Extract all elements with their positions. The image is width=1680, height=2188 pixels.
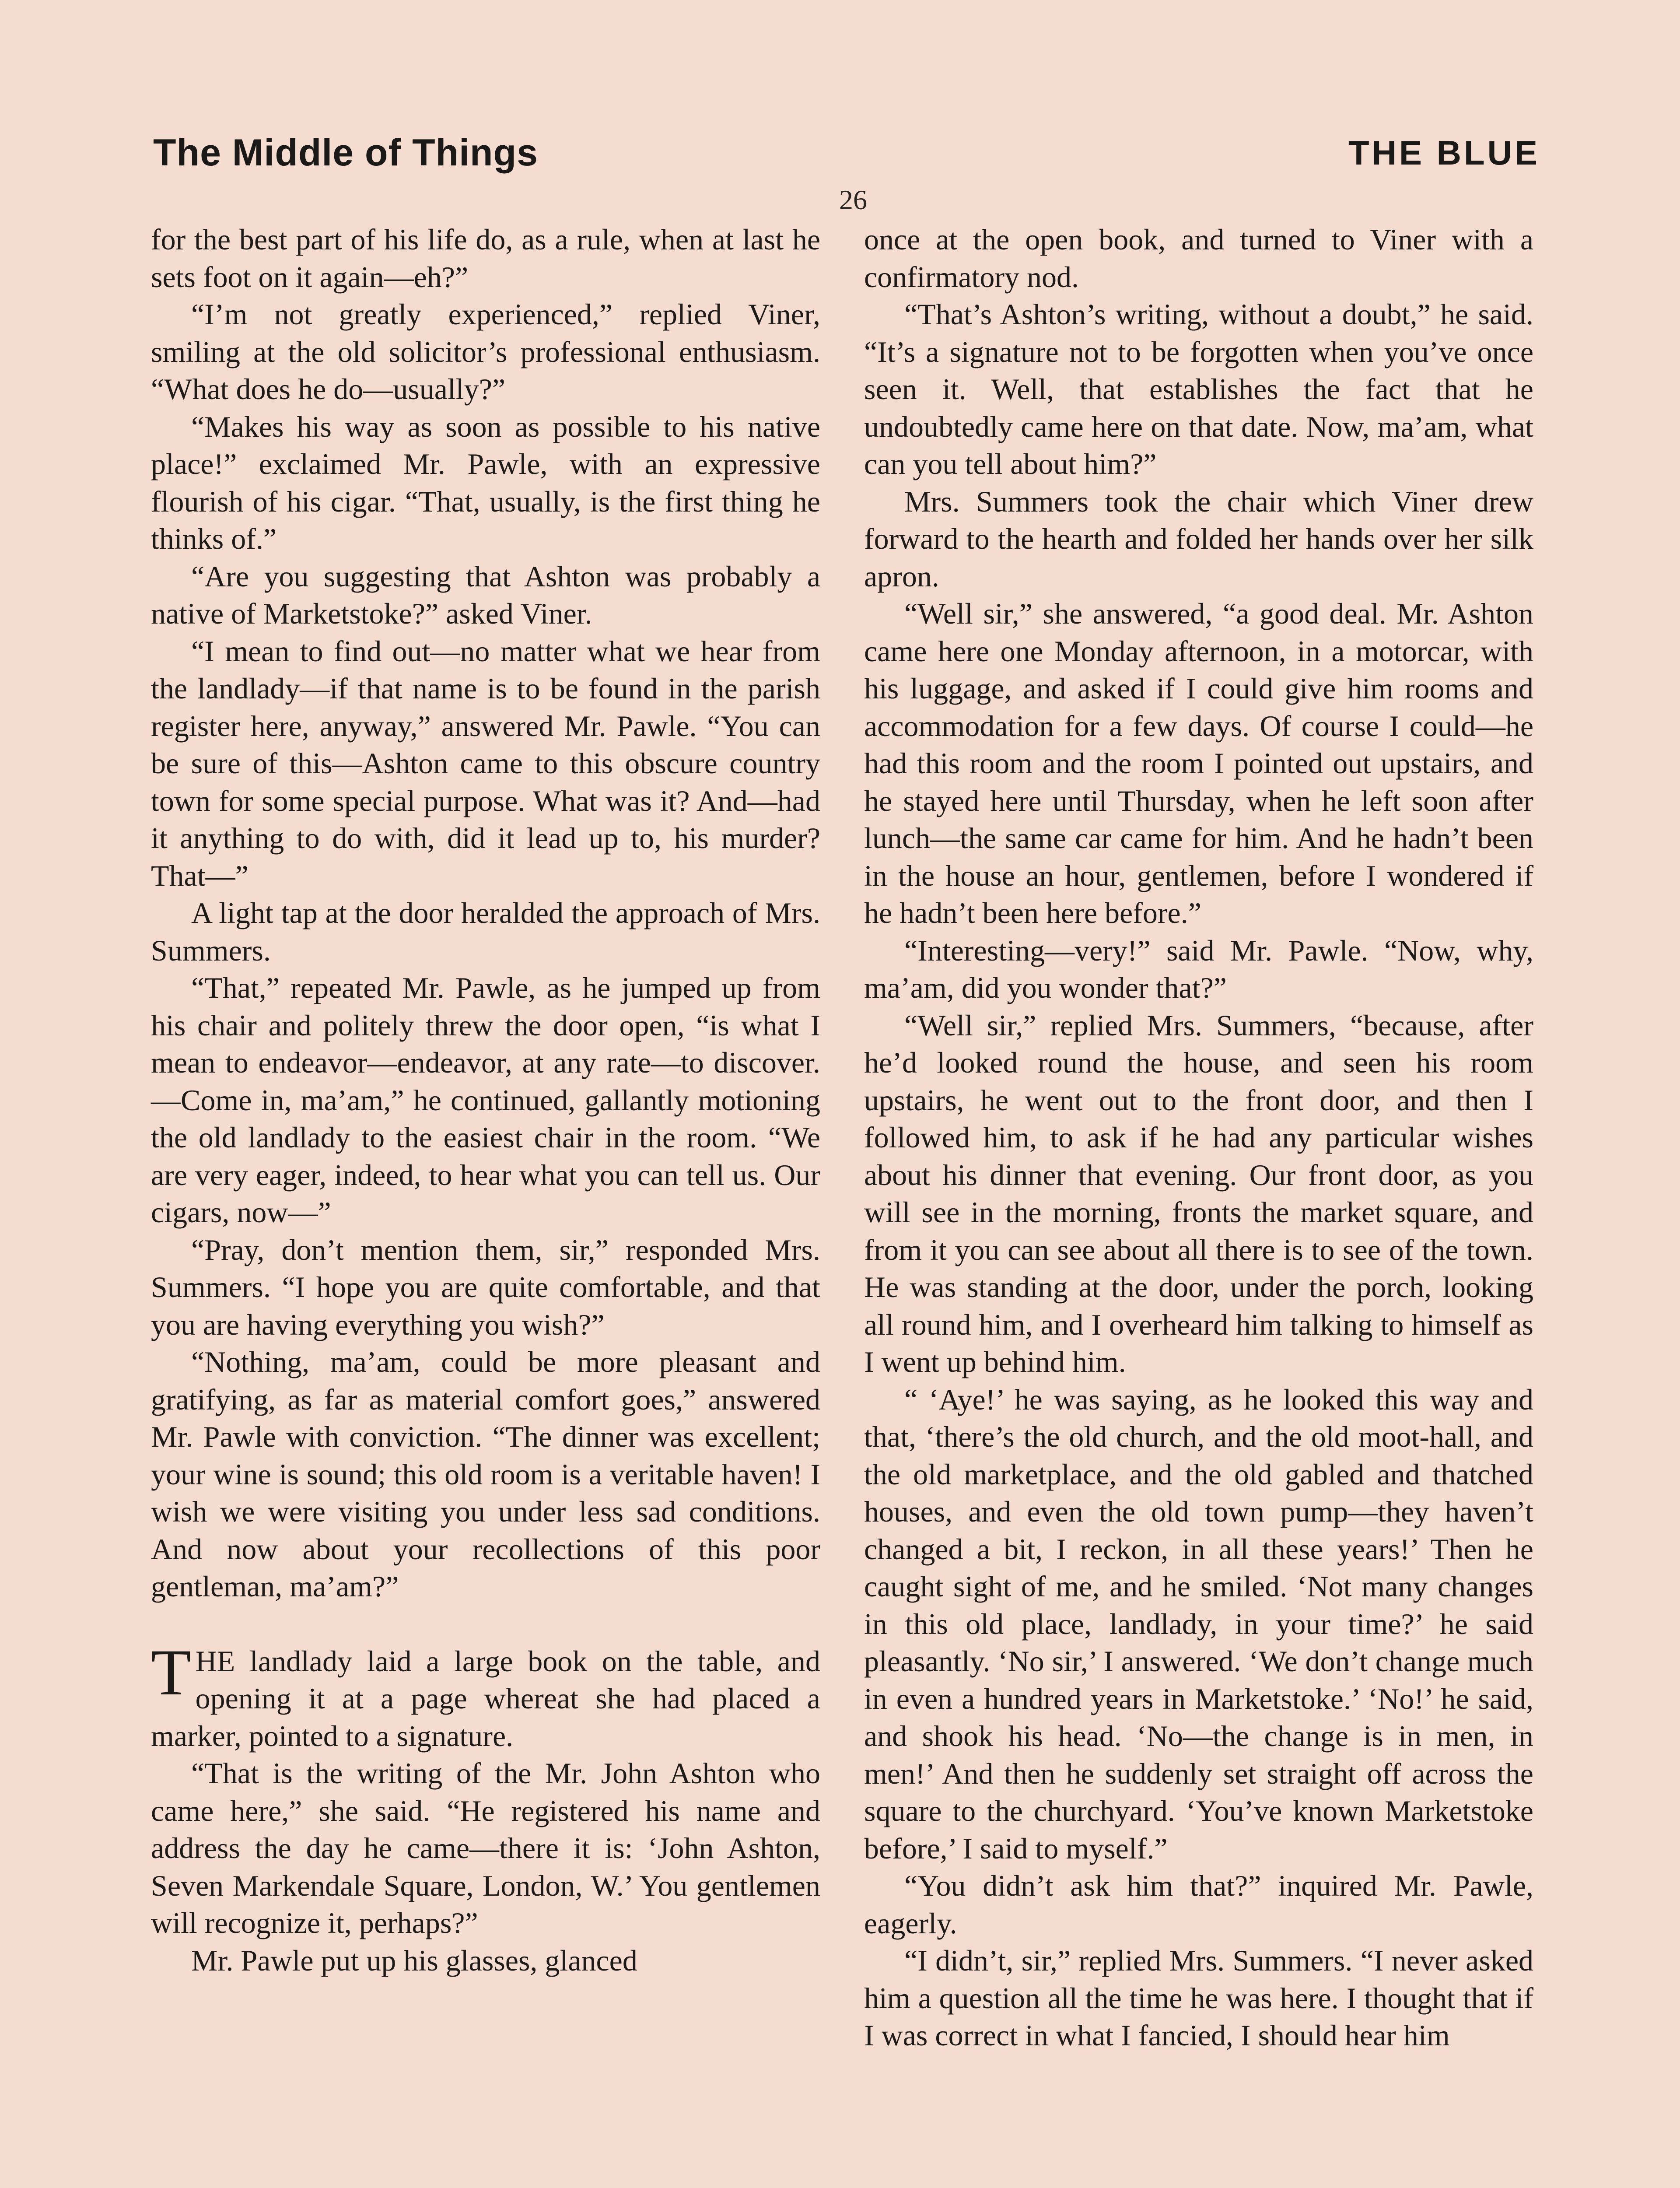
paragraph-text: HE landlady laid a large book on the table, and opening it at a page whereat she had placed a marker, pointed to a signature.	[151, 1644, 820, 1753]
running-head-title: The Middle of Things	[153, 132, 538, 174]
paragraph: “Nothing, ma’am, could be more pleasant and gratifying, as far as material comfort goes,” answered Mr. Pawle with conviction. “The dinner was excellent; your wine is sound; this old room is a veritable haven! I wish we were visiting you under less sad conditions. And now about your recollections of this poor gentleman, ma’am?”	[151, 1345, 820, 1603]
paragraph: “That is the writing of the Mr. John Ashton who came here,” she said. “He registered his name and address the day he came—there it is: ‘John Ashton, Seven Markendale Square, London, W.’ You gentlemen will recognize it, perhaps?”	[151, 1757, 820, 1939]
paragraph: “Makes his way as soon as possible to his native place!” exclaimed Mr. Pawle, with an expressive flourish of his cigar. “That, usually, is the first thing he thinks of.”	[151, 410, 820, 555]
page-number: 26	[839, 184, 867, 215]
paragraph: Mr. Pawle put up his glasses, glanced	[191, 1943, 637, 1977]
paragraph: “That’s Ashton’s writing, without a doubt,” he said. “It’s a signature not to be forgotten when you’ve once seen it. Well, that establishes the fact that he undoubtedly came here on that date. Now, ma’am, what can you tell about him?”	[864, 298, 1533, 480]
paragraph: “Well sir,” she answered, “a good deal. Mr. Ashton came here one Monday afternoon, in a motorcar, with his luggage, and asked if I could give him rooms and accommodation for a few days. Of course I could—he had this room and the room I pointed out upstairs, and he stayed here until Thursday, when he left soon after lunch—the same car came for him. And he hadn’t been in the house an hour, gentlemen, before I wondered if he hadn’t been here before.”	[864, 597, 1533, 929]
paragraph: “ ‘Aye!’ he was saying, as he looked this way and that, ‘there’s the old church, and the old moot-hall, and the old marketplace, and the old gabled and thatched houses, and even the old town pump—they haven’t changed a bit, I reckon, in all these years!’ Then he caught sight of me, and he smiled. ‘Not many changes in this old place, landlady, in your time?’ he said pleasantly. ‘No sir,’ I answered. ‘We don’t change much in even a hundred years in Marketstoke.’ ‘No!’ he said, and shook his head. ‘No—the change is in men, in men!’ And then he suddenly set straight off across the square to the churchyard. ‘You’ve known Marketstoke before,’ I said to myself.”	[864, 1382, 1533, 1865]
paragraph: “I mean to find out—no matter what we hear from the landlady—if that name is to be found in the parish register here, anyway,” answered Mr. Pawle. “You can be sure of this—Ashton came to this obscure country town for some special purpose. What was it? And—had it anything to do with, did it lead up to, his murder? That—”	[151, 634, 820, 892]
left-column	[151, 221, 820, 1979]
section-paragraph	[151, 1636, 820, 1755]
right-column	[864, 221, 1533, 2055]
running-head-magazine: THE BLUE	[1348, 133, 1540, 172]
paragraph: “I didn’t, sir,” replied Mrs. Summers. “I never asked him a question all the time he was here. I thought that if I was correct in what I fancied, I should hear him	[864, 1944, 1533, 2052]
paragraph: “Interesting—very!” said Mr. Pawle. “Now, why, ma’am, did you wonder that?”	[864, 933, 1533, 1004]
paragraph: “Pray, don’t mention them, sir,” responded Mrs. Summers. “I hope you are quite comfortable, and that you are having everything you wish?”	[151, 1233, 820, 1341]
paragraph: “Are you suggesting that Ashton was probably a native of Marketstoke?” asked Viner.	[151, 559, 820, 630]
paragraph: A light tap at the door heralded the approach of Mrs. Summers.	[151, 896, 820, 967]
paragraph: “That,” repeated Mr. Pawle, as he jumped up from his chair and politely threw the door open, “is what I mean to endeavor—endeavor, at any rate—to discover. —Come in, ma’am,” he continued, gallantly motioning the old landlady to the easiest chair in the room. “We are very eager, indeed, to hear what you can tell us. Our cigars, now—”	[151, 971, 820, 1229]
drop-cap: T	[151, 1636, 191, 1709]
paragraph: once at the open book, and turned to Viner with a confirmatory nod.	[864, 223, 1533, 294]
paragraph: for the best part of his life do, as a rule, when at last he sets foot on it again—eh?”	[151, 223, 820, 294]
paragraph: “I’m not greatly experienced,” replied Viner, smiling at the old solicitor’s professional enthusiasm. “What does he do—usually?”	[151, 298, 820, 406]
paragraph: Mrs. Summers took the chair which Viner drew forward to the hearth and folded her hands over her silk apron.	[864, 484, 1533, 593]
paragraph: “Well sir,” replied Mrs. Summers, “because, after he’d looked round the house, and seen his room upstairs, he went out to the front door, and then I followed him, to ask if he had any particular wishes about his dinner that evening. Our front door, as you will see in the morning, fronts the market square, and from it you can see about all there is to see of the town. He was standing at the door, under the porch, looking all round him, and I overheard him talking to himself as I went up behind him.	[864, 1008, 1533, 1378]
paragraph: “You didn’t ask him that?” inquired Mr. Pawle, eagerly.	[864, 1869, 1533, 1940]
